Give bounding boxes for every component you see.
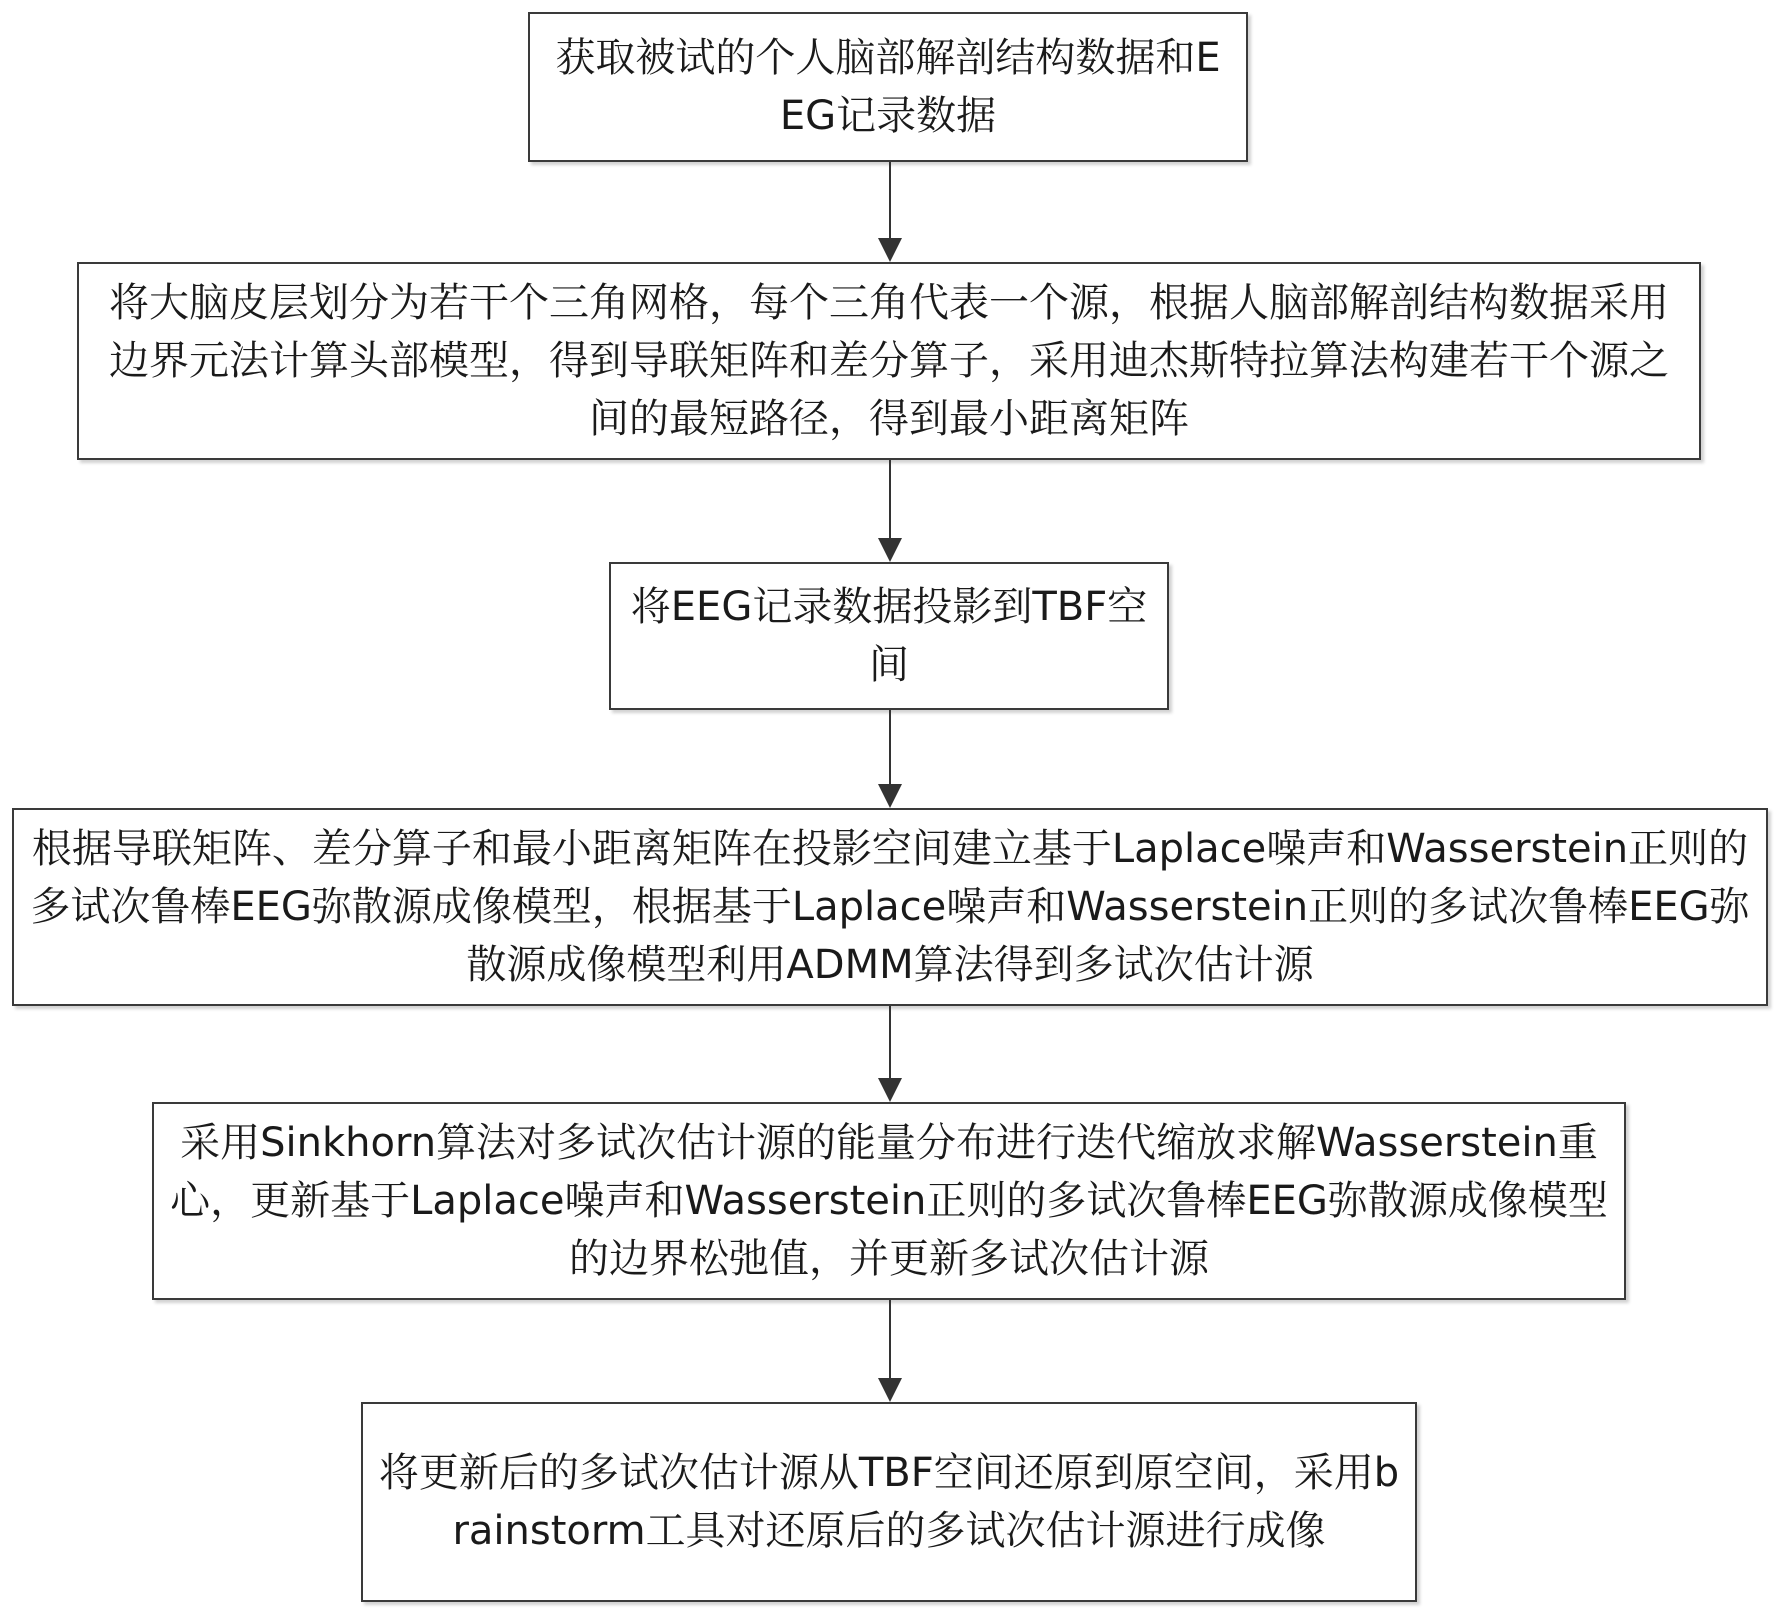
step-1-box: [528, 12, 1248, 162]
arrow-down-5: [889, 1300, 891, 1400]
arrow-down-2: [889, 460, 891, 560]
step-5-box: [152, 1102, 1626, 1300]
arrow-down-3: [889, 710, 891, 806]
arrow-down-4: [889, 1006, 891, 1100]
step-6-box: [361, 1402, 1417, 1602]
step-4-text: 根据导联矩阵、差分算子和最小距离矩阵在投影空间建立基于Laplace噪声和Wasserstein正则的多试次鲁棒EEG弥散源成像模型，根据基于Laplace噪声和Wasserstein正则的多试次鲁棒EEG弥散源成像模型利用ADMM算法得到多试次估计源: [30, 826, 1750, 988]
step-2-box: [77, 262, 1701, 460]
step-2-text: 将大脑皮层划分为若干个三角网格，每个三角代表一个源，根据人脑部解剖结构数据采用边界元法计算头部模型，得到导联矩阵和差分算子，采用迪杰斯特拉算法构建若干个源之间的最短路径，得到最小距离矩阵: [109, 280, 1669, 442]
step-4-box: [12, 808, 1768, 1006]
arrow-down-1: [889, 162, 891, 260]
step-1-text: 获取被试的个人脑部解剖结构数据和EEG记录数据: [555, 35, 1221, 139]
step-6-text: 将更新后的多试次估计源从TBF空间还原到原空间，采用brainstorm工具对还原后的多试次估计源进行成像: [378, 1450, 1400, 1554]
step-3-text: 将EEG记录数据投影到TBF空间: [630, 584, 1148, 688]
step-3-box: [609, 562, 1169, 710]
step-5-text: 采用Sinkhorn算法对多试次估计源的能量分布进行迭代缩放求解Wasserstein重心，更新基于Laplace噪声和Wasserstein正则的多试次鲁棒EEG弥散源成像模型的边界松弛值，并更新多试次估计源: [170, 1120, 1608, 1282]
